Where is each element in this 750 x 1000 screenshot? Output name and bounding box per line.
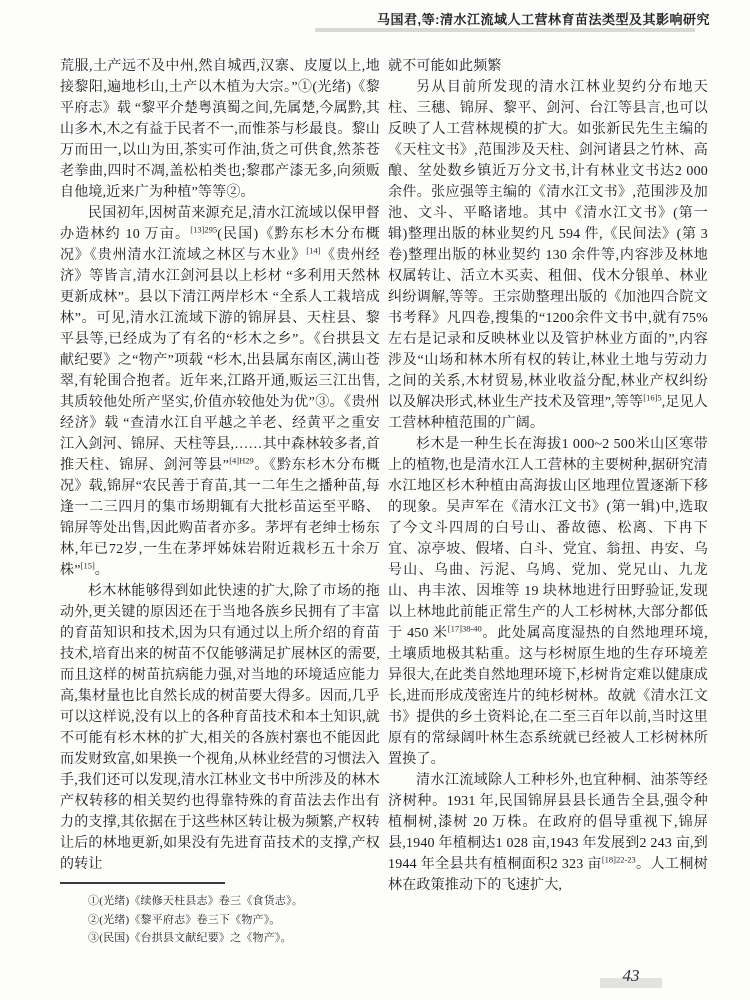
- running-header: 马国君,等:清水江流域人工营林育苗法类型及其影响研究: [377, 12, 710, 27]
- two-column-body: [60, 56, 708, 948]
- footnote-item: ③(民国)《台拱县文献纪要》之《物产》。: [88, 932, 292, 944]
- text-run: 另从目前所发现的清水江林业契约分布地天柱、三穗、锦屏、黎平、剑河、台江等县言,也可以反映了人工营林规模的扩大。如张新民先生主编的《天柱文书》,范围涉及天柱、剑河诸县之竹林、高酿、坌处数乡镇近万分文书,计有林业文书达2 000余件。张应强等主编的《清水江文书》,范围涉及加池、文斗、平略诸地。其中《清水江文书》(第一辑)整理出版的林业契约凡 594 件,《民间法》(第 3 卷)整理出版的林业契约 130 余件等,内容涉及林地权属转让、活立木买卖、租佃、伐木分银单、林业纠纷调解,等等。王宗勋整理出版的《加池四合院文书考释》凡四卷,搜集的“1200余件文书中,就有75%左右是记录和反映林业以及管护林业方面的”,内容涉及“山场和林木所有权的转让,林业土地与劳动力之间的关系,木材贸易,林业收益分配,林业产权纠纷以及解决形式,林业生产技术及管理”,等等: [388, 80, 708, 410]
- paragraph: [388, 770, 708, 896]
- text-run: 杉木是一种生长在海拔1 000~2 500米山区寒带上的植物,也是清水江人工营林的主要树种,据研究清水江地区杉木种植由高海拔山区地理位置逐渐下移的现象。吴声军在《清水江文书》(第一辑)中,选取了今文斗四周的白号山、番故德、松离、下冉下宜、凉亭坡、假堵、白斗、党宜、翁扭、冉安、乌号山、乌曲、污泥、乌鸠、党加、党兄山、九龙山、冉丰浓、因堆等 19 块林地进行田野验证,发现以上林地此前能正常生产的人工杉树林,大部分都低于 450 米: [388, 437, 708, 641]
- footnote-separator: [60, 882, 225, 884]
- citation-ref: [17]38-40: [447, 623, 482, 634]
- text-run: 荒服,土产远不及中州,然自城西,汉寨、皮厦以上,地接黎阳,遍地杉山,土产以木植为大宗。”①(光绪)《黎平府志》载 “黎平介楚粤滇蜀之间,先属楚,今属黔,其山多木,木之有益于民者不一,而惟茶与杉最良。黎山万而田一,以山为田,茶实可作油,货之可供食,然茶苍老拳曲,四时不凋,盖松柏类也;黎郡产漆无多,向须贩自他境,近来广为种植”等等②。: [60, 59, 380, 200]
- citation-ref: [16]5: [643, 392, 662, 403]
- citation-ref: [4]H29: [229, 455, 254, 466]
- text-run: 。此处属高度湿热的自然地理环境,土壤质地极其粘重。这与杉树原生地的生存环境差异很大,在此类自然地理环境下,杉树肯定难以健康成长,进而形成茂密连片的纯杉树林。故就《清水江文书》提供的乡土资料论,在二至三百年以前,当时这里原有的常绿阔叶林生态系统就已经被人工杉树林所置换了。: [388, 626, 708, 767]
- footnote-item: ②(光绪)《黎平府志》卷三下《物产》。: [88, 913, 281, 926]
- text-run: 民国初年,因树苗来源充足,清水江流域以保甲督办造林约 10 万亩。: [60, 206, 380, 242]
- text-run: 《贵州经济》等皆言,清水江剑河县以上杉材 “多利用天然林更新成林”。县以下清江两岸杉木 “全系人工栽培成林”。可见,清水江流域下游的锦屏县、天柱县、黎平县等,已经成为了有名的“杉木之乡”。《台拱县文献纪要》之“物产”项载 “杉木,出县属东南区,满山苍翠,有轮围合抱者。近年来,江路开通,贩运三江出售,其质较他处所产坚实,价值亦较他处为优”③。《贵州经济》载 “查清水江自平越之羊老、经黄平之重安江入剑河、锦屏、天柱等县,……其中森林较多者,首推天柱、锦屏、剑河等县”: [60, 248, 380, 473]
- paragraph: [388, 77, 708, 434]
- left-column: [60, 56, 380, 948]
- right-column: [388, 56, 708, 948]
- text-run: ,足见人工营林种植范围的广阔。: [388, 395, 708, 431]
- citation-ref: [15]: [80, 560, 95, 571]
- citation-ref: [13]295: [190, 224, 218, 235]
- paragraph: [388, 56, 708, 77]
- text-run: 。人工桐树林在政策推动下的飞速扩大,: [388, 857, 709, 893]
- text-run: 。《黔东杉木分布概况》载,锦屏“农民善于育苗,其一二年生之播种苗,每逢一二三四月的集市场期辄有大批杉苗运至平略、锦屏等处出售,因此购苗者亦多。茅坪有老绅士杨东林,年已72岁,一生在茅坪姊妹岩附近栽杉五十余万株”: [60, 458, 380, 578]
- paragraph: [60, 56, 380, 203]
- text-run: 杉木林能够得到如此快速的扩大,除了市场的拖动外,更关键的原因还在于当地各族乡民拥有了丰富的育苗知识和技术,因为只有通过以上所介绍的育苗技术,培育出来的树苗不仅能够满足扩展林区的需要,而且这样的树苗抗病能力强,对当地的环境适应能力高,集材量也比自然长成的树苗要大得多。因而,几乎可以这样说,没有以上的各种育苗技术和本土知识,就不可能有杉木林的扩大,相关的各族村寨也不能因此而发财致富,如果换一个视角,从林业经营的习惯法入手,我们还可以发现,清水江林业文书中所涉及的林木产权转移的相关契约也得靠特殊的育苗法去作出有力的支撑,其依据在于这些林区转让极为频繁,产权转让后的林地更新,如果没有先进育苗技术的支撑,产权的转让: [60, 584, 380, 872]
- citation-ref: [14]: [306, 245, 321, 256]
- text-run: (民国)《黔东杉木分布概况》《贵州清水江流域之林区与木业》: [60, 227, 380, 263]
- text-run: 。: [94, 563, 109, 578]
- paragraph: [388, 434, 708, 770]
- paragraph: [60, 203, 380, 581]
- text-run: 清水江流域除人工种杉外,也宜种桐、油茶等经济树种。1931 年,民国锦屏县县长通告全县,强令种植桐树,漆树 20 万株。在政府的倡导重视下,锦屏县,1940 年植桐达1 028 亩,1943 年发展到2 243 亩,到 1944 年全县共有植桐面积2 323 亩: [388, 773, 708, 872]
- header-rule: [315, 28, 695, 32]
- footnote-item: ①(光绪)《续修天柱县志》卷三《食货志》。: [88, 895, 304, 907]
- left-column-text: [60, 56, 380, 875]
- right-column-text: [388, 56, 708, 896]
- citation-ref: [18]22-23: [601, 854, 636, 865]
- page-number: 43: [600, 966, 662, 988]
- footnotes-list: [60, 892, 380, 948]
- text-run: 就不可能如此频繁: [388, 59, 502, 74]
- paragraph: [60, 581, 380, 875]
